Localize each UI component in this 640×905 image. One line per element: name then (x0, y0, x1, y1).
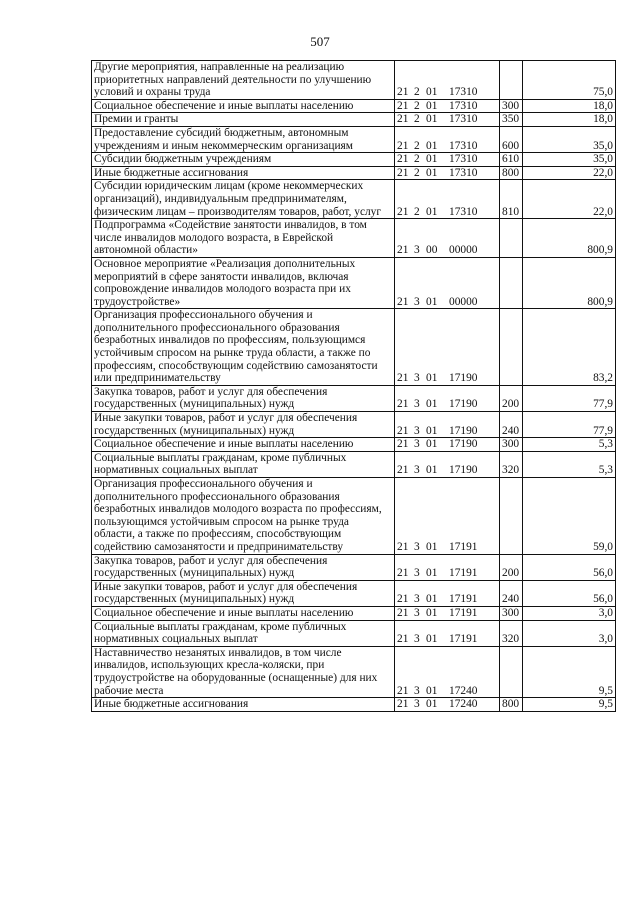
code-segment: 21 (397, 139, 409, 152)
table-row (92, 554, 616, 580)
expense-type-cell: 350 (500, 113, 523, 127)
code-segment: 2 (414, 86, 420, 99)
expense-type-cell: 800 (500, 166, 523, 180)
target-code-cell (395, 554, 500, 580)
code-segment: 01 (426, 139, 438, 152)
code-segment: 3 (414, 424, 420, 437)
item-name-cell: Предоставление субсидий бюджетным, автономным учреждениям и иным некоммерческим организациям (92, 126, 395, 152)
code-segment: 01 (426, 567, 438, 580)
item-name-cell: Социальные выплаты гражданам, кроме публичных нормативных социальных выплат (92, 451, 395, 477)
table-row (92, 646, 616, 697)
code-segment: 17190 (449, 398, 478, 411)
code-segment: 17310 (449, 99, 478, 112)
code-segment: 3 (414, 540, 420, 553)
target-code-cell (395, 580, 500, 606)
expense-type-cell: 610 (500, 153, 523, 167)
code-segment: 17190 (449, 424, 478, 437)
code-segment: 17190 (449, 372, 478, 385)
target-code-cell (395, 113, 500, 127)
amount-cell: 35,0 (523, 126, 616, 152)
expense-type-cell: 200 (500, 385, 523, 411)
code-segment: 17310 (449, 205, 478, 218)
target-code-cell (395, 126, 500, 152)
code-segment: 01 (426, 698, 438, 711)
item-name-cell: Иные бюджетные ассигнования (92, 166, 395, 180)
code-segment: 01 (426, 113, 438, 126)
code-segment: 21 (397, 166, 409, 179)
table-row (92, 113, 616, 127)
code-segment: 21 (397, 464, 409, 477)
amount-cell: 5,3 (523, 451, 616, 477)
amount-cell: 22,0 (523, 180, 616, 219)
target-code-cell (395, 438, 500, 452)
code-segment: 17191 (449, 567, 478, 580)
page-number: 507 (310, 34, 330, 49)
table-row (92, 219, 616, 258)
code-segment: 2 (414, 166, 420, 179)
code-segment: 17310 (449, 139, 478, 152)
item-name-cell: Организация профессионального обучения и дополнительного профессионального образования безработных инвалидов молодого возраста по профессиям, пользующимся устойчивым спросом на рынке труда области, а также по профессиям, способствующим содействию самозанятости и предпринимательству (92, 478, 395, 555)
amount-cell: 3,0 (523, 620, 616, 646)
code-segment: 17240 (449, 698, 478, 711)
code-segment: 21 (397, 698, 409, 711)
code-segment: 01 (426, 99, 438, 112)
table-row (92, 126, 616, 152)
item-name-cell: Социальное обеспечение и иные выплаты населению (92, 99, 395, 113)
code-segment: 21 (397, 113, 409, 126)
amount-cell: 83,2 (523, 309, 616, 386)
code-segment: 21 (397, 633, 409, 646)
code-segment: 17310 (449, 113, 478, 126)
code-segment: 01 (426, 424, 438, 437)
code-segment: 3 (414, 398, 420, 411)
amount-cell: 800,9 (523, 257, 616, 308)
expense-type-cell: 600 (500, 126, 523, 152)
code-segment: 21 (397, 424, 409, 437)
target-code-cell (395, 698, 500, 712)
code-segment: 01 (426, 464, 438, 477)
code-segment: 00000 (449, 244, 478, 257)
expense-type-cell: 240 (500, 412, 523, 438)
amount-cell: 9,5 (523, 698, 616, 712)
item-name-cell: Подпрограмма «Содействие занятости инвалидов, в том числе инвалидов молодого возраста, в Еврейской автономной области» (92, 219, 395, 258)
code-segment: 21 (397, 684, 409, 697)
amount-cell: 77,9 (523, 385, 616, 411)
code-segment: 01 (426, 438, 438, 451)
target-code-cell (395, 451, 500, 477)
table-row (92, 580, 616, 606)
table-row (92, 478, 616, 555)
code-segment: 3 (414, 567, 420, 580)
amount-cell: 77,9 (523, 412, 616, 438)
code-segment: 3 (414, 698, 420, 711)
expense-type-cell: 300 (500, 606, 523, 620)
expense-type-cell: 320 (500, 451, 523, 477)
item-name-cell: Социальное обеспечение и иные выплаты населению (92, 438, 395, 452)
code-segment: 17191 (449, 593, 478, 606)
code-segment: 17191 (449, 633, 478, 646)
code-segment: 21 (397, 606, 409, 619)
code-segment: 21 (397, 540, 409, 553)
amount-cell: 35,0 (523, 153, 616, 167)
code-segment: 21 (397, 398, 409, 411)
code-segment: 2 (414, 99, 420, 112)
code-segment: 3 (414, 593, 420, 606)
table-row (92, 606, 616, 620)
table-row (92, 180, 616, 219)
code-segment: 3 (414, 438, 420, 451)
code-segment: 21 (397, 295, 409, 308)
item-name-cell: Субсидии юридическим лицам (кроме некоммерческих организаций), индивидуальным предпринимателям, физическим лицам – производителям товаров, работ, услуг (92, 180, 395, 219)
item-name-cell: Организация профессионального обучения и дополнительного профессионального образования безработных инвалидов по профессиям, пользующимся устойчивым спросом на рынке труда области, а также по профессиям, способствующим содействию самозанятости или предпринимательству (92, 309, 395, 386)
code-segment: 01 (426, 684, 438, 697)
expense-type-cell: 300 (500, 438, 523, 452)
table-row (92, 698, 616, 712)
table-row (92, 412, 616, 438)
target-code-cell (395, 166, 500, 180)
table-row (92, 438, 616, 452)
table-row (92, 620, 616, 646)
target-code-cell (395, 61, 500, 100)
amount-cell: 800,9 (523, 219, 616, 258)
code-segment: 3 (414, 372, 420, 385)
amount-cell: 56,0 (523, 554, 616, 580)
code-segment: 3 (414, 684, 420, 697)
target-code-cell (395, 606, 500, 620)
code-segment: 01 (426, 86, 438, 99)
amount-cell: 22,0 (523, 166, 616, 180)
code-segment: 2 (414, 113, 420, 126)
expense-type-cell (500, 478, 523, 555)
target-code-cell (395, 180, 500, 219)
table-row (92, 257, 616, 308)
target-code-cell (395, 257, 500, 308)
target-code-cell (395, 478, 500, 555)
expense-type-cell: 320 (500, 620, 523, 646)
code-segment: 01 (426, 205, 438, 218)
table-row (92, 166, 616, 180)
target-code-cell (395, 412, 500, 438)
item-name-cell: Закупка товаров, работ и услуг для обеспечения государственных (муниципальных) нужд (92, 554, 395, 580)
table-row (92, 309, 616, 386)
expense-type-cell (500, 257, 523, 308)
code-segment: 01 (426, 153, 438, 166)
target-code-cell (395, 646, 500, 697)
code-segment: 21 (397, 593, 409, 606)
table-body (92, 61, 616, 712)
code-segment: 17190 (449, 438, 478, 451)
code-segment: 17310 (449, 153, 478, 166)
expense-type-cell: 800 (500, 698, 523, 712)
item-name-cell: Иные бюджетные ассигнования (92, 698, 395, 712)
code-segment: 2 (414, 153, 420, 166)
code-segment: 3 (414, 633, 420, 646)
item-name-cell: Субсидии бюджетным учреждениям (92, 153, 395, 167)
item-name-cell: Социальные выплаты гражданам, кроме публичных нормативных социальных выплат (92, 620, 395, 646)
code-segment: 01 (426, 606, 438, 619)
amount-cell: 5,3 (523, 438, 616, 452)
code-segment: 00000 (449, 295, 478, 308)
code-segment: 21 (397, 438, 409, 451)
code-segment: 01 (426, 295, 438, 308)
item-name-cell: Иные закупки товаров, работ и услуг для обеспечения государственных (муниципальных) нужд (92, 580, 395, 606)
expense-type-cell (500, 61, 523, 100)
code-segment: 01 (426, 372, 438, 385)
code-segment: 2 (414, 205, 420, 218)
item-name-cell: Премии и гранты (92, 113, 395, 127)
amount-cell: 9,5 (523, 646, 616, 697)
target-code-cell (395, 219, 500, 258)
amount-cell: 18,0 (523, 99, 616, 113)
item-name-cell: Наставничество незанятых инвалидов, в том числе инвалидов, использующих кресла-коляски, при трудоустройстве на оборудованные (оснащенные) для них рабочие места (92, 646, 395, 697)
table-row (92, 385, 616, 411)
code-segment: 17191 (449, 606, 478, 619)
expense-type-cell (500, 219, 523, 258)
code-segment: 17191 (449, 540, 478, 553)
code-segment: 00 (426, 244, 438, 257)
table-row (92, 61, 616, 100)
code-segment: 21 (397, 153, 409, 166)
code-segment: 01 (426, 166, 438, 179)
expense-type-cell: 300 (500, 99, 523, 113)
code-segment: 3 (414, 606, 420, 619)
code-segment: 3 (414, 464, 420, 477)
expense-type-cell: 810 (500, 180, 523, 219)
target-code-cell (395, 99, 500, 113)
table-row (92, 153, 616, 167)
code-segment: 01 (426, 398, 438, 411)
table-row (92, 99, 616, 113)
code-segment: 21 (397, 99, 409, 112)
target-code-cell (395, 309, 500, 386)
code-segment: 21 (397, 205, 409, 218)
amount-cell: 59,0 (523, 478, 616, 555)
item-name-cell: Другие мероприятия, направленные на реализацию приоритетных направлений деятельности по улучшению условий и охраны труда (92, 61, 395, 100)
expense-type-cell (500, 309, 523, 386)
target-code-cell (395, 385, 500, 411)
code-segment: 17240 (449, 684, 478, 697)
code-segment: 3 (414, 295, 420, 308)
target-code-cell (395, 153, 500, 167)
code-segment: 21 (397, 567, 409, 580)
target-code-cell (395, 620, 500, 646)
code-segment: 2 (414, 139, 420, 152)
amount-cell: 3,0 (523, 606, 616, 620)
code-segment: 01 (426, 633, 438, 646)
item-name-cell: Основное мероприятие «Реализация дополнительных мероприятий в сфере занятости инвалидов, включая сопровождение инвалидов молодого возраста при их трудоустройстве» (92, 257, 395, 308)
amount-cell: 75,0 (523, 61, 616, 100)
code-segment: 21 (397, 372, 409, 385)
amount-cell: 56,0 (523, 580, 616, 606)
expense-type-cell (500, 646, 523, 697)
expense-type-cell: 200 (500, 554, 523, 580)
code-segment: 21 (397, 244, 409, 257)
amount-cell: 18,0 (523, 113, 616, 127)
code-segment: 17310 (449, 166, 478, 179)
budget-table (91, 60, 616, 712)
code-segment: 17190 (449, 464, 478, 477)
code-segment: 01 (426, 593, 438, 606)
code-segment: 21 (397, 86, 409, 99)
item-name-cell: Социальное обеспечение и иные выплаты населению (92, 606, 395, 620)
code-segment: 3 (414, 244, 420, 257)
table-row (92, 451, 616, 477)
code-segment: 17310 (449, 86, 478, 99)
expense-type-cell: 240 (500, 580, 523, 606)
code-segment: 01 (426, 540, 438, 553)
item-name-cell: Иные закупки товаров, работ и услуг для обеспечения государственных (муниципальных) нужд (92, 412, 395, 438)
item-name-cell: Закупка товаров, работ и услуг для обеспечения государственных (муниципальных) нужд (92, 385, 395, 411)
